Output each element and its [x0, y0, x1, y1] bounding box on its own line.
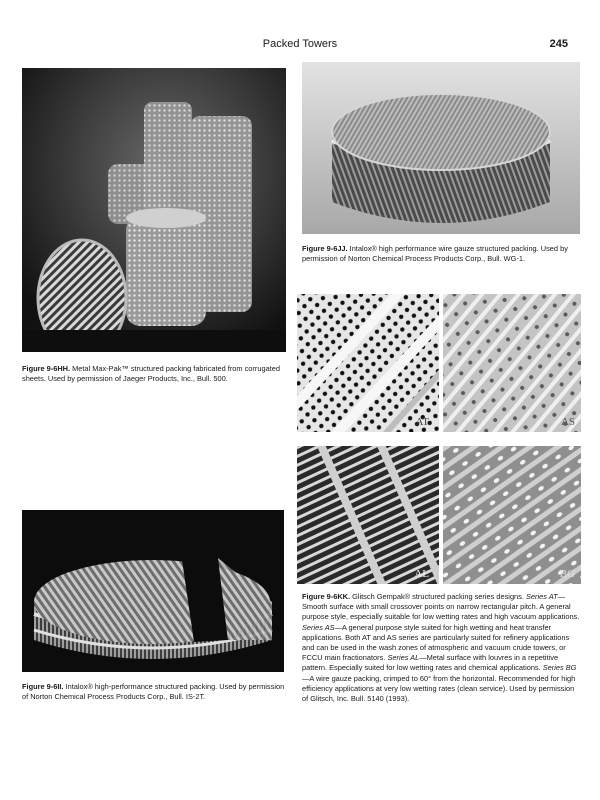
- panel-label-at: AT: [415, 416, 429, 428]
- series-as-name: Series AS: [302, 622, 335, 632]
- figure-jj-photo: [302, 62, 580, 234]
- figure-jj-text: Intalox® high performance wire gauze structured packing. Used by permission of Norton Chemical Process Products Corp., Bull. WG-1.: [302, 244, 568, 264]
- series-al-illustration: [297, 446, 439, 584]
- figure-kk-panel-bg: [443, 446, 581, 584]
- figure-ii-label: Figure 9-6II.: [22, 682, 64, 691]
- figure-ii-photo: [22, 510, 284, 672]
- figure-kk-caption: [302, 592, 582, 704]
- series-as-illustration: [443, 294, 581, 432]
- figure-kk-panel-al: [297, 446, 439, 584]
- figure-jj-caption: [302, 244, 580, 264]
- figure-kk-text-3: —A general purpose style suited for high wetting and heat transfer applications. Both AT and AS series are particularly suited for refinery applications and can be used in the wash zones of atmospheric and vacuum crude towers, or FCCU main fractionators.: [302, 622, 570, 663]
- series-at-name: Series AT: [525, 592, 558, 601]
- figure-kk-text-2: —Smooth surface with small crossover points on narrow rectangular pitch. A general purpose style, especially suitable for low wetting rates and high vacuum applications.: [302, 592, 580, 622]
- figure-hh-photo: [22, 68, 286, 352]
- structured-packing-illustration: [22, 510, 284, 672]
- figure-kk-panel-as: [443, 294, 581, 432]
- panel-label-bg: BG: [559, 568, 575, 580]
- page-number: 245: [549, 38, 568, 50]
- series-al-name: Series AL: [387, 653, 420, 663]
- figure-kk-text-1: Glitsch Gempak® structured packing series designs.: [350, 592, 526, 601]
- figure-hh-text: Metal Max-Pak™ structured packing fabricated from corrugated sheets. Used by permission of Jaeger Products, Inc., Bull. 500.: [22, 364, 280, 384]
- figure-kk-text-4: —Metal surface with louvres in a repetitive pattern. Especially suited for low wetting rates and chemical applications.: [302, 653, 559, 673]
- figure-kk-label: Figure 9-6KK.: [302, 592, 351, 601]
- series-at-illustration: [297, 294, 439, 432]
- figure-kk-panel-at: [297, 294, 439, 432]
- figure-ii-text: Intalox® high-performance structured packing. Used by permission of Norton Chemical Process Products Corp., Bull. IS-2T.: [22, 682, 285, 702]
- figure-hh-caption: [22, 364, 290, 384]
- figure-jj-label: Figure 9-6JJ.: [302, 244, 348, 253]
- running-head: Packed Towers: [262, 38, 338, 50]
- figure-ii-caption: [22, 682, 288, 702]
- panel-label-al: AL: [414, 568, 429, 580]
- figure-kk-text-5: —A wire gauze packing, crimped to 60° from the horizontal. Recommended for high efficiency applications at very low wetting rates (clean service). Used by permission of Glitsch, Inc. Bull. 5140 (1993).: [302, 673, 576, 704]
- wire-gauze-packing-illustration: [302, 62, 580, 234]
- series-bg-name: Series BG: [542, 663, 577, 673]
- metal-packing-illustration: [22, 68, 286, 352]
- figure-hh-label: Figure 9-6HH.: [22, 364, 71, 373]
- series-bg-illustration: [443, 446, 581, 584]
- panel-label-as: AS: [560, 416, 575, 428]
